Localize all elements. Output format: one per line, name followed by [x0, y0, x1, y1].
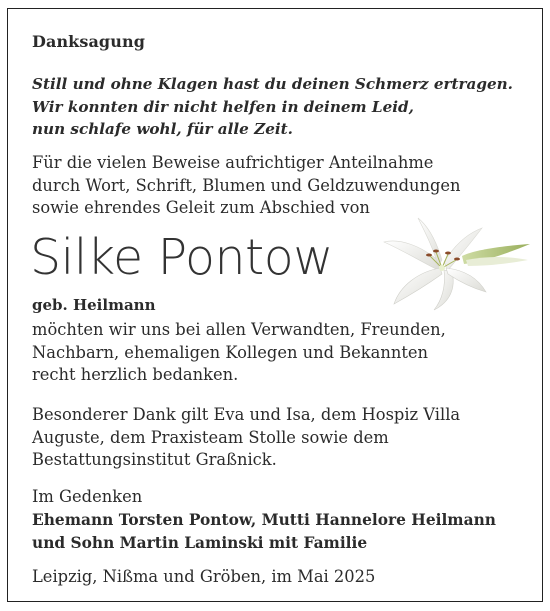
- white-lily-icon: [382, 216, 532, 312]
- poem-line: Still und ohne Klagen hast du deinen Schmerz ertragen.: [32, 75, 513, 93]
- place-date: Leipzig, Nißma und Gröben, im Mai 2025: [32, 567, 376, 586]
- poem-line: Wir konnten dir nicht helfen in deinem Leid,: [32, 97, 414, 116]
- signers: [32, 509, 496, 554]
- special-thanks-line: Bestattungsinstitut Graßnick.: [32, 450, 277, 469]
- birth-name: geb. Heilmann: [32, 296, 156, 314]
- signers-line: Ehemann Torsten Pontow, Mutti Hannelore Heilmann: [32, 511, 496, 529]
- poem-verse: [32, 73, 513, 141]
- thanks-line: recht herzlich bedanken.: [32, 365, 239, 384]
- special-thanks-line: Besonderer Dank gilt Eva und Isa, dem Hospiz Villa: [32, 405, 461, 424]
- intro-line: sowie ehrendes Geleit zum Abschied von: [32, 198, 370, 217]
- intro-line: Für die vielen Beweise aufrichtiger Anteilnahme: [32, 153, 434, 172]
- notice-heading: Danksagung: [32, 32, 145, 51]
- signers-line: und Sohn Martin Laminski mit Familie: [32, 533, 368, 552]
- intro-line: durch Wort, Schrift, Blumen und Geldzuwendungen: [32, 175, 461, 195]
- memory-label: Im Gedenken: [32, 487, 143, 506]
- special-thanks-paragraph: [32, 404, 460, 472]
- thanks-paragraph: [32, 319, 446, 387]
- deceased-name: Silke Pontow: [30, 229, 333, 286]
- thanks-line: Nachbarn, ehemaligen Kollegen und Bekannten: [32, 342, 429, 362]
- intro-paragraph: [32, 152, 461, 220]
- poem-line: nun schlafe wohl, für alle Zeit.: [32, 120, 293, 138]
- special-thanks-line: Auguste, dem Praxisteam Stolle sowie dem: [32, 427, 389, 447]
- thanks-line: möchten wir uns bei allen Verwandten, Freunden,: [32, 320, 446, 339]
